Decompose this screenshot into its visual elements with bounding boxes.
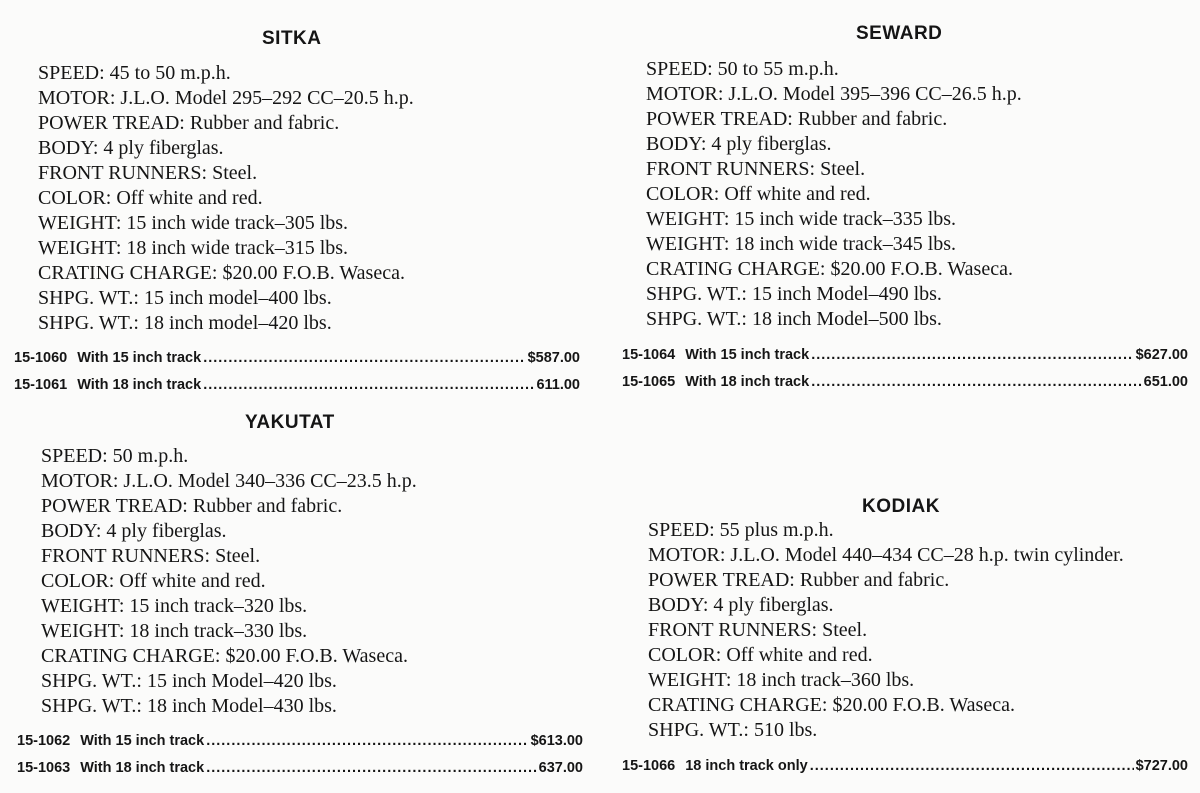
- price-code: 15-1066: [622, 758, 676, 774]
- seward-spec-shpg-15: SHPG. WT.: 15 inch Model–490 lbs.: [646, 283, 942, 305]
- yakutat-spec-front-runners: FRONT RUNNERS: Steel.: [41, 545, 261, 567]
- price-value: $587.00: [527, 350, 580, 366]
- seward-spec-weight-18: WEIGHT: 18 inch wide track–345 lbs.: [646, 233, 957, 255]
- yakutat-title: YAKUTAT: [245, 412, 335, 433]
- sitka-specs: [38, 61, 414, 336]
- sitka-spec-body: BODY: 4 ply fiberglas.: [38, 137, 224, 159]
- seward-title: SEWARD: [856, 23, 943, 44]
- seward-spec-motor: MOTOR: J.L.O. Model 395–396 CC–26.5 h.p.: [646, 83, 1022, 105]
- sitka-price-row-18: [14, 373, 580, 393]
- yakutat-spec-weight-18: WEIGHT: 18 inch track–330 lbs.: [41, 620, 308, 642]
- seward-spec-crating: CRATING CHARGE: $20.00 F.O.B. Waseca.: [646, 258, 1013, 280]
- price-desc: With 15 inch track: [685, 347, 810, 363]
- seward-spec-power-tread: POWER TREAD: Rubber and fabric.: [646, 108, 948, 130]
- sitka-spec-speed: SPEED: 45 to 50 m.p.h.: [38, 62, 231, 84]
- yakutat-price-row-15: [17, 729, 583, 749]
- price-code: 15-1065: [622, 374, 676, 390]
- sitka-price-row-15: [14, 346, 580, 366]
- seward-spec-color: COLOR: Off white and red.: [646, 183, 871, 205]
- seward-spec-body: BODY: 4 ply fiberglas.: [646, 133, 832, 155]
- price-value: 611.00: [536, 377, 580, 393]
- price-value: $627.00: [1135, 347, 1188, 363]
- yakutat-price-row-18: [17, 756, 583, 776]
- price-code: 15-1064: [622, 347, 676, 363]
- seward-spec-shpg-18: SHPG. WT.: 18 inch Model–500 lbs.: [646, 308, 942, 330]
- yakutat-spec-weight-15: WEIGHT: 15 inch track–320 lbs.: [41, 595, 308, 617]
- dot-leader: [206, 760, 536, 776]
- dot-leader: [203, 350, 525, 366]
- price-code: 15-1061: [14, 377, 68, 393]
- dot-leader: [811, 374, 1141, 390]
- kodiak-spec-shpg: SHPG. WT.: 510 lbs.: [648, 719, 818, 741]
- yakutat-spec-body: BODY: 4 ply fiberglas.: [41, 520, 227, 542]
- kodiak-spec-crating: CRATING CHARGE: $20.00 F.O.B. Waseca.: [648, 694, 1015, 716]
- kodiak-specs: [648, 518, 1124, 743]
- dot-leader: [206, 733, 528, 749]
- kodiak-spec-motor: MOTOR: J.L.O. Model 440–434 CC–28 h.p. twin cylinder.: [648, 544, 1124, 566]
- sitka-spec-power-tread: POWER TREAD: Rubber and fabric.: [38, 112, 340, 134]
- price-code: 15-1063: [17, 760, 71, 776]
- sitka-spec-crating: CRATING CHARGE: $20.00 F.O.B. Waseca.: [38, 262, 405, 284]
- price-desc: With 18 inch track: [685, 374, 810, 390]
- price-desc: With 15 inch track: [77, 350, 202, 366]
- sitka-spec-color: COLOR: Off white and red.: [38, 187, 263, 209]
- price-value: $727.00: [1135, 758, 1188, 774]
- dot-leader: [810, 758, 1134, 774]
- yakutat-specs: [41, 444, 417, 719]
- seward-spec-speed: SPEED: 50 to 55 m.p.h.: [646, 58, 839, 80]
- yakutat-spec-color: COLOR: Off white and red.: [41, 570, 266, 592]
- seward-price-row-18: [622, 370, 1188, 390]
- price-value: 637.00: [538, 760, 583, 776]
- yakutat-spec-power-tread: POWER TREAD: Rubber and fabric.: [41, 495, 343, 517]
- price-value: $613.00: [530, 733, 583, 749]
- seward-specs: [646, 57, 1022, 332]
- yakutat-spec-crating: CRATING CHARGE: $20.00 F.O.B. Waseca.: [41, 645, 408, 667]
- seward-spec-weight-15: WEIGHT: 15 inch wide track–335 lbs.: [646, 208, 957, 230]
- price-desc: With 18 inch track: [77, 377, 202, 393]
- yakutat-spec-speed: SPEED: 50 m.p.h.: [41, 445, 189, 467]
- kodiak-price-row-18: [622, 754, 1188, 774]
- price-code: 15-1060: [14, 350, 68, 366]
- price-desc: With 15 inch track: [80, 733, 205, 749]
- price-code: 15-1062: [17, 733, 71, 749]
- sitka-spec-weight-18: WEIGHT: 18 inch wide track–315 lbs.: [38, 237, 349, 259]
- sitka-spec-shpg-15: SHPG. WT.: 15 inch model–400 lbs.: [38, 287, 332, 309]
- kodiak-spec-speed: SPEED: 55 plus m.p.h.: [648, 519, 834, 541]
- sitka-title: SITKA: [262, 28, 322, 49]
- kodiak-spec-weight-18: WEIGHT: 18 inch track–360 lbs.: [648, 669, 915, 691]
- price-desc: 18 inch track only: [685, 758, 808, 774]
- yakutat-spec-motor: MOTOR: J.L.O. Model 340–336 CC–23.5 h.p.: [41, 470, 417, 492]
- sitka-spec-shpg-18: SHPG. WT.: 18 inch model–420 lbs.: [38, 312, 332, 334]
- sitka-spec-weight-15: WEIGHT: 15 inch wide track–305 lbs.: [38, 212, 349, 234]
- kodiak-spec-color: COLOR: Off white and red.: [648, 644, 873, 666]
- dot-leader: [203, 377, 534, 393]
- kodiak-title: KODIAK: [862, 496, 940, 517]
- seward-price-row-15: [622, 343, 1188, 363]
- sitka-spec-motor: MOTOR: J.L.O. Model 295–292 CC–20.5 h.p.: [38, 87, 414, 109]
- kodiak-spec-body: BODY: 4 ply fiberglas.: [648, 594, 834, 616]
- seward-spec-front-runners: FRONT RUNNERS: Steel.: [646, 158, 866, 180]
- yakutat-spec-shpg-18: SHPG. WT.: 18 inch Model–430 lbs.: [41, 695, 337, 717]
- kodiak-spec-power-tread: POWER TREAD: Rubber and fabric.: [648, 569, 950, 591]
- yakutat-spec-shpg-15: SHPG. WT.: 15 inch Model–420 lbs.: [41, 670, 337, 692]
- kodiak-spec-front-runners: FRONT RUNNERS: Steel.: [648, 619, 868, 641]
- sitka-spec-front-runners: FRONT RUNNERS: Steel.: [38, 162, 258, 184]
- price-value: 651.00: [1143, 374, 1188, 390]
- price-desc: With 18 inch track: [80, 760, 205, 776]
- dot-leader: [811, 347, 1133, 363]
